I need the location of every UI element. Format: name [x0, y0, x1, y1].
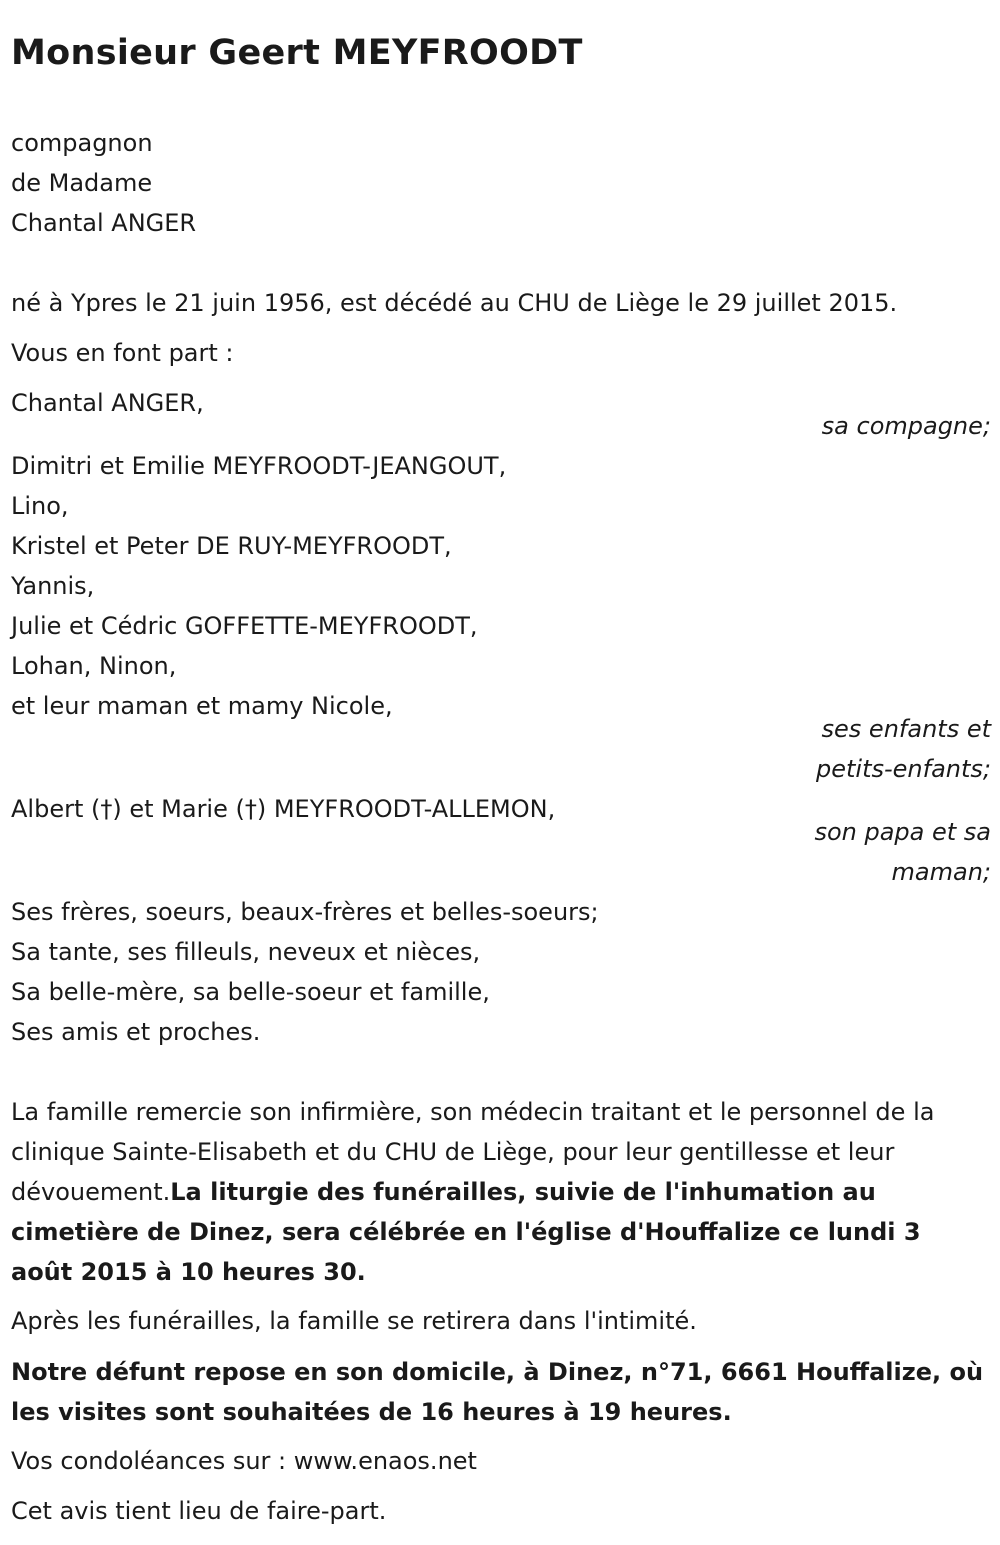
child-name: et leur maman et mamy Nicole, — [11, 692, 393, 720]
partner-role: sa compagne; — [821, 412, 991, 440]
companion-line: de Madame — [11, 169, 153, 197]
parents-name: Albert (†) et Marie (†) MEYFROODT-ALLEMON, — [11, 795, 556, 823]
child-name: Julie et Cédric GOFFETTE-MEYFROODT, — [11, 612, 478, 640]
other-relatives-line: Ses amis et proches. — [11, 1018, 261, 1046]
parents-role: maman; — [891, 858, 991, 886]
other-relatives-line: Ses frères, soeurs, beaux-frères et belles-soeurs; — [11, 898, 599, 926]
birth-death-line: né à Ypres le 21 juin 1956, est décédé au CHU de Liège le 29 juillet 2015. — [11, 289, 898, 317]
after-funeral-line: Après les funérailles, la famille se retirera dans l'intimité. — [11, 1307, 697, 1335]
companion-line: Chantal ANGER — [11, 209, 197, 237]
condolences-line: Vos condoléances sur : www.enaos.net — [11, 1447, 477, 1475]
child-name: Yannis, — [11, 572, 95, 600]
thanks-paragraph — [11, 1092, 986, 1292]
child-name: Lino, — [11, 492, 69, 520]
partner-name: Chantal ANGER, — [11, 389, 204, 417]
child-name: Kristel et Peter DE RUY-MEYFROODT, — [11, 532, 452, 560]
repose-paragraph: Notre défunt repose en son domicile, à Dinez, n°71, 6661 Houffalize, où les visites sont souhaitées de 16 heures à 19 heures. — [11, 1358, 984, 1426]
other-relatives-line: Sa tante, ses filleuls, neveux et nièces, — [11, 938, 481, 966]
announce-line: Vous en font part : — [11, 339, 234, 367]
notice-line: Cet avis tient lieu de faire-part. — [11, 1497, 387, 1525]
companion-line: compagnon — [11, 129, 153, 157]
page-title: Monsieur Geert MEYFROODT — [11, 33, 583, 73]
child-name: Lohan, Ninon, — [11, 652, 177, 680]
parents-role: son papa et sa — [814, 818, 991, 846]
funeral-text: La liturgie des funérailles, suivie de l'inhumation au cimetière de Dinez, sera célébrée en l'église d'Houffalize ce lundi 3 août 2015 à 10 heures 30. — [11, 1178, 921, 1286]
thanks-text: La famille remercie son infirmière, son médecin traitant et le personnel de la clinique Sainte-Elisabeth et du CHU de Liège, pour leur gentillesse et leur dévouement. — [11, 1098, 935, 1206]
children-role: petits-enfants; — [816, 755, 991, 783]
child-name: Dimitri et Emilie MEYFROODT-JEANGOUT, — [11, 452, 507, 480]
children-role: ses enfants et — [821, 715, 991, 743]
other-relatives-line: Sa belle-mère, sa belle-soeur et famille, — [11, 978, 490, 1006]
